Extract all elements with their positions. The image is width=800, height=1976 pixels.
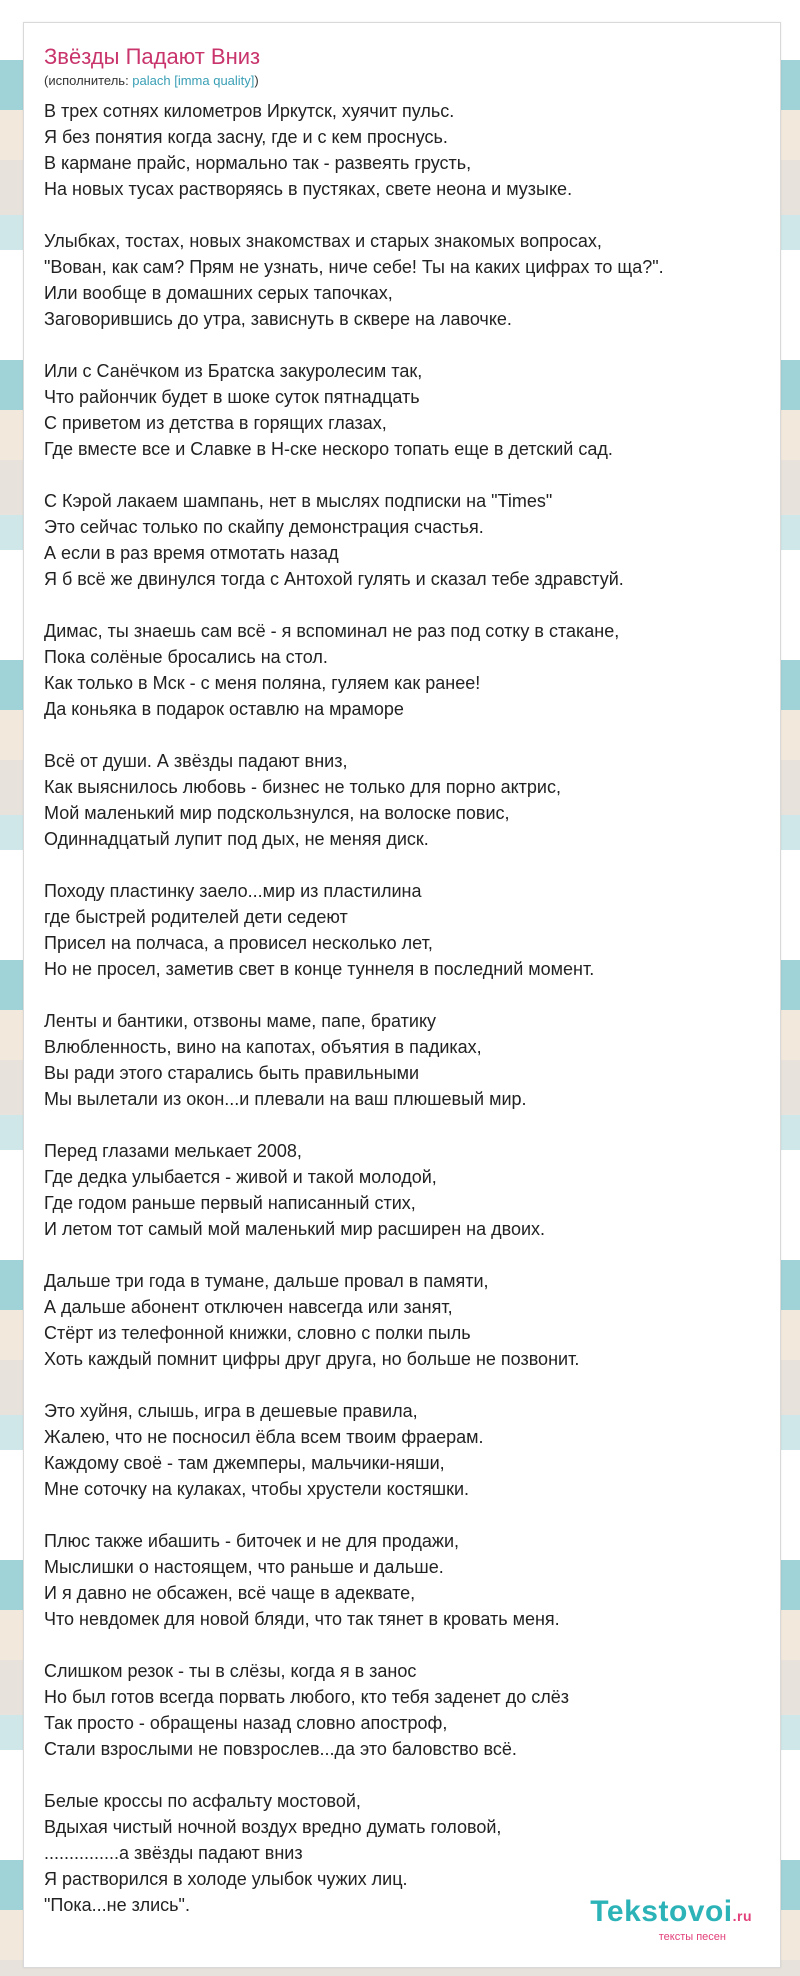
lyrics-line: Плюс также ибашить - биточек и не для продажи, — [44, 1531, 460, 1551]
lyrics-line: Дальше три года в тумане, дальше провал в памяти, — [44, 1271, 489, 1291]
site-logo[interactable] — [590, 1897, 752, 1943]
lyrics-line: Улыбках, тостах, новых знакомствах и старых знакомых вопросах, — [44, 231, 602, 251]
lyrics-line: Это сейчас только по скайпу демонстрация счастья. — [44, 517, 484, 537]
lyrics-line: Хоть каждый помнит цифры друг друга, но больше не позвонит. — [44, 1349, 580, 1369]
logo-name: Tekstovoi — [590, 1895, 733, 1928]
lyrics-line: Где годом раньше первый написанный стих, — [44, 1193, 416, 1213]
lyrics-line: Перед глазами мелькает 2008, — [44, 1141, 302, 1161]
lyrics-stanza — [44, 98, 760, 202]
lyrics-line: В кармане прайс, нормально так - развеять грусть, — [44, 153, 472, 173]
lyrics-line: Пока солёные бросались на стол. — [44, 647, 328, 667]
lyrics-line: Вдыхая чистый ночной воздух вредно думать головой, — [44, 1817, 502, 1837]
lyrics-line: Мой маленький мир подскользнулся, на волоске повис, — [44, 803, 510, 823]
lyrics-line: "Пока...не злись". — [44, 1895, 190, 1915]
lyrics-line: Что райончик будет в шоке суток пятнадцать — [44, 387, 420, 407]
lyrics-line: А дальше абонент отключен навсегда или занят, — [44, 1297, 453, 1317]
lyrics-line: Каждому своё - там джемперы, мальчики-няши, — [44, 1453, 445, 1473]
lyrics-line: Где вместе все и Славке в Н-ске нескоро топать еще в детский сад. — [44, 439, 613, 459]
lyrics-line: Мыслишки о настоящем, что раньше и дальше. — [44, 1557, 444, 1577]
lyrics-body — [44, 98, 760, 1918]
lyrics-line: Всё от души. А звёзды падают вниз, — [44, 751, 348, 771]
performer-prefix: (исполнитель: — [44, 73, 133, 88]
lyrics-line: Где дедка улыбается - живой и такой молодой, — [44, 1167, 437, 1187]
logo-tld: .ru — [732, 1908, 752, 1924]
lyrics-stanza — [44, 1398, 760, 1502]
lyrics-card-content — [44, 43, 760, 1967]
lyrics-line: Но не просел, заметив свет в конце туннеля в последний момент. — [44, 959, 595, 979]
performer-link[interactable]: palach [imma quality] — [132, 73, 255, 88]
lyrics-stanza — [44, 1138, 760, 1242]
lyrics-line: В трех сотнях километров Иркутск, хуячит пульс. — [44, 101, 455, 121]
lyrics-line: Слишком резок - ты в слёзы, когда я в занос — [44, 1661, 417, 1681]
lyrics-line: Заговорившись до утра, зависнуть в сквере на лавочке. — [44, 309, 512, 329]
lyrics-line: С Кэрой лакаем шампань, нет в мыслях подписки на "Times" — [44, 491, 553, 511]
lyrics-stanza — [44, 1008, 760, 1112]
lyrics-line: Влюбленность, вино на капотах, объятия в падиках, — [44, 1037, 482, 1057]
lyrics-line: Стёрт из телефонной книжки, словно с полки пыль — [44, 1323, 471, 1343]
lyrics-line: Белые кроссы по асфальту мостовой, — [44, 1791, 361, 1811]
lyrics-line: Или вообще в домашних серых тапочках, — [44, 283, 393, 303]
lyrics-line: ...............а звёзды падают вниз — [44, 1843, 303, 1863]
lyrics-line: Походу пластинку заело...мир из пластилина — [44, 881, 422, 901]
lyrics-stanza — [44, 748, 760, 852]
lyrics-line: "Вован, как сам? Прям не узнать, ниче себе! Ты на каких цифрах то ща?". — [44, 257, 664, 277]
lyrics-line: Это хуйня, слышь, игра в дешевые правила, — [44, 1401, 418, 1421]
lyrics-line: С приветом из детства в горящих глазах, — [44, 413, 387, 433]
lyrics-line: Мне соточку на кулаках, чтобы хрустели костяшки. — [44, 1479, 470, 1499]
lyrics-line: Димас, ты знаешь сам всё - я вспоминал не раз под сотку в стакане, — [44, 621, 620, 641]
lyrics-line: Но был готов всегда порвать любого, кто тебя заденет до слёз — [44, 1687, 569, 1707]
lyrics-stanza — [44, 1658, 760, 1762]
performer-suffix: ) — [254, 73, 259, 88]
song-title: Звёзды Падают Вниз — [44, 44, 261, 69]
lyrics-line: Ленты и бантики, отзвоны маме, папе, братику — [44, 1011, 437, 1031]
lyrics-line: Как только в Мск - с меня поляна, гуляем как ранее! — [44, 673, 481, 693]
lyrics-stanza — [44, 488, 760, 592]
lyrics-stanza — [44, 358, 760, 462]
lyrics-line: где быстрей родителей дети седеют — [44, 907, 348, 927]
lyrics-line: Как выяснилось любовь - бизнес не только для порно актрис, — [44, 777, 561, 797]
lyrics-line: Одиннадцатый лупит под дых, не меняя диск. — [44, 829, 429, 849]
lyrics-stanza — [44, 1268, 760, 1372]
lyrics-stanza — [44, 618, 760, 722]
lyrics-line: Я растворился в холоде улыбок чужих лиц. — [44, 1869, 408, 1889]
lyrics-line: Я б всё же двинулся тогда с Антохой гулять и сказал тебе здравстуй. — [44, 569, 624, 589]
lyrics-stanza — [44, 228, 760, 332]
lyrics-line: На новых тусах растворяясь в пустяках, свете неона и музыке. — [44, 179, 573, 199]
lyrics-line: Мы вылетали из окон...и плевали на ваш плюшевый мир. — [44, 1089, 527, 1109]
lyrics-line: Я без понятия когда засну, где и с кем проснусь. — [44, 127, 448, 147]
lyrics-card — [23, 22, 781, 1968]
logo-wordmark — [590, 1897, 752, 1931]
performer-line — [44, 73, 760, 89]
lyrics-line: Жалею, что не посносил ёбла всем твоим фраерам. — [44, 1427, 484, 1447]
lyrics-line: А если в раз время отмотать назад — [44, 543, 339, 563]
lyrics-line: Да коньяка в подарок оставлю на мраморе — [44, 699, 404, 719]
lyrics-line: Так просто - обращены назад словно апостроф, — [44, 1713, 448, 1733]
lyrics-line: Вы ради этого старались быть правильными — [44, 1063, 420, 1083]
lyrics-line: И летом тот самый мой маленький мир расширен на двоих. — [44, 1219, 546, 1239]
lyrics-stanza — [44, 878, 760, 982]
lyrics-stanza — [44, 1528, 760, 1632]
logo-tagline: тексты песен — [658, 1931, 726, 1943]
lyrics-line: Что невдомек для новой бляди, что так тянет в кровать меня. — [44, 1609, 560, 1629]
lyrics-line: Присел на полчаса, а провисел несколько лет, — [44, 933, 433, 953]
lyrics-line: И я давно не обсажен, всё чаще в адеквате, — [44, 1583, 416, 1603]
lyrics-line: Или с Санёчком из Братска закуролесим так, — [44, 361, 423, 381]
lyrics-line: Стали взрослыми не повзрослев...да это баловство всё. — [44, 1739, 517, 1759]
